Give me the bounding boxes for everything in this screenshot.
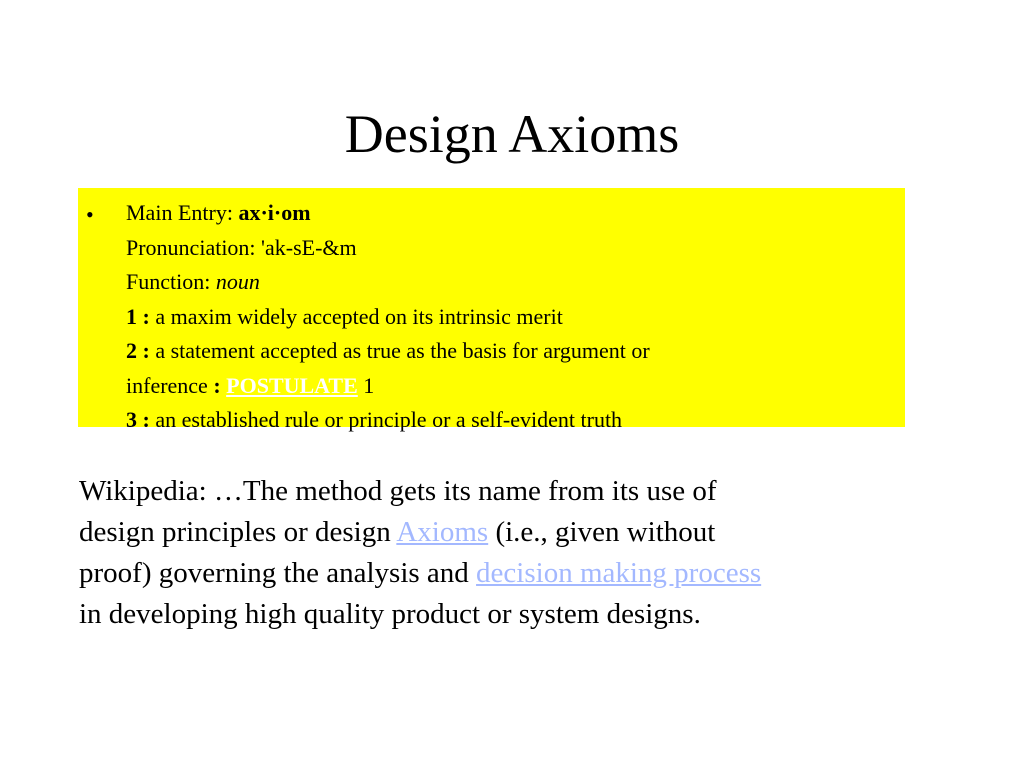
wiki-line-3	[79, 553, 959, 594]
wiki-line-2-post: (i.e., given without	[488, 516, 716, 548]
sense-2	[126, 334, 866, 369]
sense-3	[126, 403, 866, 438]
sense-colon: :	[213, 372, 221, 398]
definition-text	[126, 196, 866, 438]
decision-making-process-link[interactable]: decision making process	[476, 557, 762, 589]
sense-1	[126, 300, 866, 335]
wiki-line-2-pre: design principles or design	[79, 516, 397, 548]
function-value: noun	[215, 269, 260, 294]
wikipedia-paragraph	[79, 471, 959, 635]
main-entry-label: Main Entry:	[126, 200, 239, 225]
sense-suffix: 1	[357, 372, 375, 398]
function-label: Function:	[126, 269, 216, 294]
bullet-marker: •	[86, 202, 94, 227]
function-line	[126, 265, 866, 300]
sense-text-continued: inference	[126, 372, 214, 398]
sense-text: a statement accepted as true as the basis for argument or	[149, 338, 650, 363]
sense-number: 3 :	[126, 407, 150, 432]
main-entry-word: ax·i·om	[238, 200, 311, 225]
sense-number: 1 :	[126, 303, 150, 329]
postulate-link[interactable]: POSTULATE	[226, 372, 358, 398]
sense-2-continued	[126, 369, 866, 404]
main-entry-line	[126, 196, 866, 231]
pronunciation-line: Pronunciation: 'ak-sE-&m	[126, 234, 357, 260]
sense-number: 2 :	[126, 338, 150, 363]
axioms-link[interactable]: Axioms	[396, 516, 489, 548]
sense-text: an established rule or principle or a self-evident truth	[149, 407, 623, 432]
wiki-line-3-pre: proof) governing the analysis and	[79, 557, 477, 589]
slide-title: Design Axioms	[344, 104, 680, 164]
wiki-line-2	[79, 512, 959, 553]
wiki-line-4: in developing high quality product or system designs.	[79, 598, 701, 630]
sense-text: a maxim widely accepted on its intrinsic merit	[149, 303, 563, 329]
wiki-line-1: Wikipedia: …The method gets its name from its use of	[79, 475, 717, 507]
